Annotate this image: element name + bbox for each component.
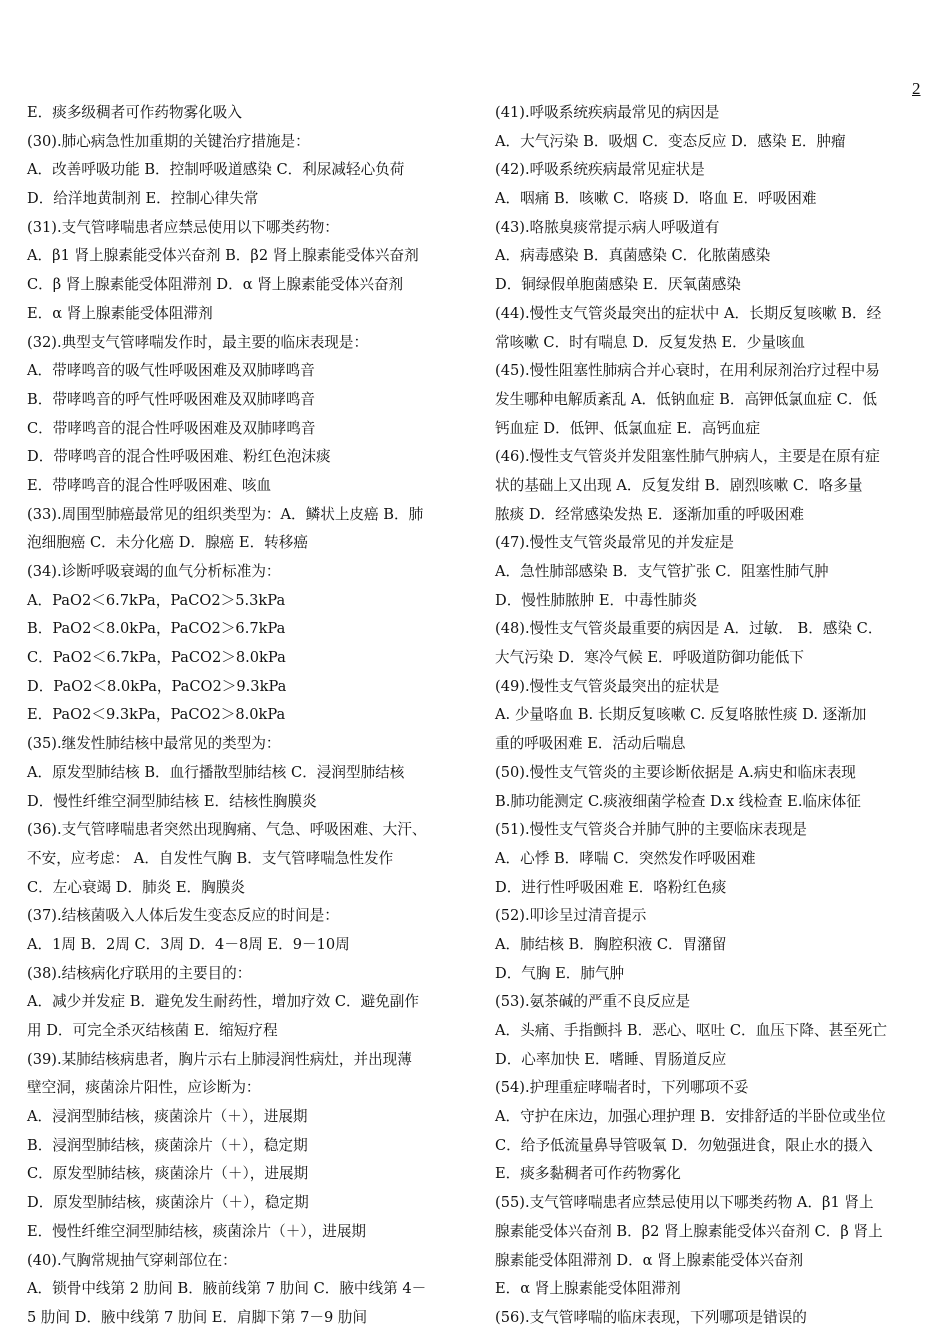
text-line: A．浸润型肺结核，痰菌涂片（＋），进展期: [27, 1108, 308, 1126]
text-line: (35).继发性肺结核中最常见的类型为：: [27, 735, 281, 753]
text-line: D．带哮鸣音的混合性呼吸困难、粉红色泡沫痰: [27, 448, 331, 466]
text-line: 大气污染 D．寒冷气候 E．呼吸道防御功能低下: [495, 649, 804, 667]
text-line: (36).支气管哮喘患者突然出现胸痛、气急、呼吸困难、大汗、: [27, 821, 427, 839]
text-line: A．减少并发症 B．避免发生耐药性，增加疗效 C．避免副作: [27, 993, 419, 1011]
text-line: A．PaO2＜6.7kPa，PaCO2＞5.3kPa: [27, 591, 286, 609]
text-line: D．气胸 E．肺气肿: [495, 964, 625, 982]
text-line: C．原发型肺结核，痰菌涂片（＋），进展期: [27, 1165, 309, 1183]
text-line: (37).结核菌吸入人体后发生变态反应的时间是：: [27, 907, 339, 925]
text-line: D．PaO2＜8.0kPa，PaCO2＞9.3kPa: [27, 677, 287, 695]
page-number: 2: [912, 79, 921, 98]
text-line: (48).慢性支气管炎最重要的病因是 A．过敏． B．感染 C．: [495, 620, 883, 638]
text-line: (54).护理重症哮喘者时，下列哪项不妥: [495, 1079, 749, 1097]
text-line: D．慢性肺脓肿 E．中毒性肺炎: [495, 591, 698, 609]
text-line: E．α 肾上腺素能受体阻滞剂: [27, 304, 213, 322]
text-line: E．带哮鸣音的混合性呼吸困难、咳血: [27, 476, 272, 494]
text-line: (33).周围型肺癌最常见的组织类型为：A．鳞状上皮癌 B．肺: [27, 505, 424, 523]
text-line: A．心悸 B．哮喘 C．突然发作呼吸困难: [495, 849, 756, 867]
text-line: (34).诊断呼吸衰竭的血气分析标准为：: [27, 563, 281, 580]
text-line: A．肺结核 B．胸腔积液 C．胃潴留: [495, 935, 727, 953]
text-line: E．痰多级稠者可作药物雾化吸入: [27, 104, 242, 121]
text-line: (41).呼吸系统疾病最常见的病因是: [495, 104, 720, 121]
text-line: E．PaO2＜9.3kPa，PaCO2＞8.0kPa: [27, 706, 286, 724]
text-line: E．α 肾上腺素能受体阻滞剂: [495, 1280, 681, 1298]
text-line: (49).慢性支气管炎最突出的症状是: [495, 677, 720, 695]
text-line: 状的基础上又出现 A．反复发绀 B．剧烈咳嗽 C．咯多量: [495, 476, 863, 494]
text-line: B．带哮鸣音的呼气性呼吸困难及双肺哮鸣音: [27, 390, 316, 408]
text-line: (39).某肺结核病患者，胸片示右上肺浸润性病灶，并出现薄: [27, 1050, 412, 1068]
text-line: (52).叩诊呈过清音提示: [495, 907, 647, 925]
text-line: (44).慢性支气管炎最突出的症状中 A．长期反复咳嗽 B．经: [495, 304, 882, 322]
text-line: (40).气胸常规抽气穿刺部位在：: [27, 1251, 237, 1269]
text-line: (42).呼吸系统疾病最常见症状是: [495, 161, 705, 179]
text-line: 泡细胞癌 C．未分化癌 D．腺癌 E．转移癌: [27, 534, 308, 552]
text-line: 重的呼吸困难 E．活动后喘息: [495, 735, 686, 753]
text-line: (46).慢性支气管炎并发阻塞性肺气肿病人，主要是在原有症: [495, 448, 880, 466]
text-line: A．病毒感染 B．真菌感染 C．化脓菌感染: [495, 247, 771, 265]
text-line: 腺素能受体兴奋剂 B．β2 肾上腺素能受体兴奋剂 C．β 肾上: [495, 1222, 883, 1240]
text-line: (47).慢性支气管炎最常见的并发症是: [495, 534, 734, 552]
text-line: (45).慢性阻塞性肺病合并心衰时，在用利尿剂治疗过程中易: [495, 362, 880, 380]
text-line: A．头痛、手指颤抖 B．恶心、呕吐 C．血压下降、甚至死亡: [495, 1022, 887, 1039]
text-line: B.肺功能测定 C.痰液细菌学检查 D.x 线检查 E.临床体征: [495, 792, 861, 810]
right-column: [495, 99, 925, 1333]
left-column: [27, 99, 457, 1333]
text-line: A．1周 B．2周 C．3周 D．4－8周 E．9－10周: [27, 935, 350, 953]
text-line: A．大气污染 B．吸烟 C．变态反应 D．感染 E．肿瘤: [495, 132, 846, 150]
text-line: 壁空洞，痰菌涂片阳性，应诊断为：: [27, 1079, 261, 1097]
text-line: A．带哮鸣音的吸气性呼吸困难及双肺哮鸣音: [27, 362, 315, 380]
text-line: A．急性肺部感染 B．支气管扩张 C．阻塞性肺气肿: [495, 563, 829, 580]
text-line: D．进行性呼吸困难 E．咯粉红色痰: [495, 878, 727, 896]
text-line: E．痰多黏稠者可作药物雾化: [495, 1165, 681, 1183]
text-line: D．慢性纤维空洞型肺结核 E．结核性胸膜炎: [27, 792, 317, 810]
text-line: (30).肺心病急性加重期的关键治疗措施是：: [27, 132, 310, 150]
text-line: B．浸润型肺结核，痰菌涂片（＋），稳定期: [27, 1136, 308, 1154]
text-line: 腺素能受体阻滞剂 D．α 肾上腺素能受体兴奋剂: [495, 1251, 804, 1269]
text-line: (38).结核病化疗联用的主要目的：: [27, 964, 252, 982]
text-line: C．PaO2＜6.7kPa，PaCO2＞8.0kPa: [27, 649, 286, 667]
text-line: A．β1 肾上腺素能受体兴奋剂 B．β2 肾上腺素能受体兴奋剂: [27, 247, 419, 265]
text-line: 5 肋间 D．腋中线第 7 肋间 E．肩脚下第 7－9 肋间: [27, 1308, 368, 1326]
text-line: (55).支气管哮喘患者应禁忌使用以下哪类药物 A．β1 肾上: [495, 1194, 874, 1212]
text-line: 脓痰 D．经常感染发热 E．逐渐加重的呼吸困难: [495, 505, 804, 523]
text-line: (50).慢性支气管炎的主要诊断依据是 A.病史和临床表现: [495, 763, 856, 781]
text-line: D．原发型肺结核，痰菌涂片（＋），稳定期: [27, 1194, 309, 1212]
text-line: (53).氨茶碱的严重不良反应是: [495, 993, 691, 1011]
text-line: A．咽痛 B．咳嗽 C．咯痰 D．咯血 E．呼吸困难: [495, 190, 817, 208]
text-line: 钙血症 D．低钾、低氯血症 E．高钙血症: [495, 419, 761, 437]
text-line: (43).咯脓臭痰常提示病人呼吸道有: [495, 218, 720, 236]
text-line: 常咳嗽 C．时有喘息 D．反复发热 E．少量咳血: [495, 333, 806, 351]
text-line: D．给洋地黄制剂 E．控制心律失常: [27, 190, 259, 208]
text-line: 不安，应考虑： A．自发性气胸 B．支气管哮喘急性发作: [27, 849, 394, 867]
text-line: D．铜绿假单胞菌感染 E．厌氧菌感染: [495, 276, 741, 294]
text-line: A. 少量咯血 B. 长期反复咳嗽 C. 反复咯脓性痰 D. 逐渐加: [495, 706, 867, 724]
text-line: (56).支气管哮喘的临床表现，下列哪项是错误的: [495, 1308, 807, 1326]
text-line: C．带哮鸣音的混合性呼吸困难及双肺哮鸣音: [27, 419, 316, 437]
text-line: D．心率加快 E．嗜睡、胃肠道反应: [495, 1050, 727, 1068]
text-line: (32).典型支气管哮喘发作时，最主要的临床表现是：: [27, 333, 369, 351]
text-line: A．原发型肺结核 B．血行播散型肺结核 C．浸润型肺结核: [27, 763, 405, 781]
text-line: B．PaO2＜8.0kPa，PaCO2＞6.7kPa: [27, 620, 286, 638]
text-line: E．慢性纤维空洞型肺结核，痰菌涂片（＋），进展期: [27, 1222, 367, 1240]
text-line: A．锁骨中线第 2 肋间 B．腋前线第 7 肋间 C．腋中线第 4－: [27, 1280, 427, 1298]
text-line: A．改善呼吸功能 B．控制呼吸道感染 C．利尿减轻心负荷: [27, 161, 405, 179]
text-line: A．守护在床边，加强心理护理 B．安排舒适的半卧位或坐位: [495, 1108, 886, 1126]
text-line: C．给予低流量鼻导管吸氧 D．勿勉强进食，限止水的摄入: [495, 1136, 873, 1154]
text-line: 发生哪种电解质紊乱 A．低钠血症 B．高钾低氯血症 C．低: [495, 390, 878, 408]
text-line: C．β 肾上腺素能受体阻滞剂 D．α 肾上腺素能受体兴奋剂: [27, 276, 404, 294]
text-line: (31).支气管哮喘患者应禁忌使用以下哪类药物：: [27, 218, 339, 236]
text-line: 用 D．可完全杀灭结核菌 E．缩短疗程: [27, 1022, 278, 1039]
text-line: C．左心衰竭 D．肺炎 E．胸膜炎: [27, 878, 245, 896]
text-line: (51).慢性支气管炎合并肺气肿的主要临床表现是: [495, 821, 807, 839]
